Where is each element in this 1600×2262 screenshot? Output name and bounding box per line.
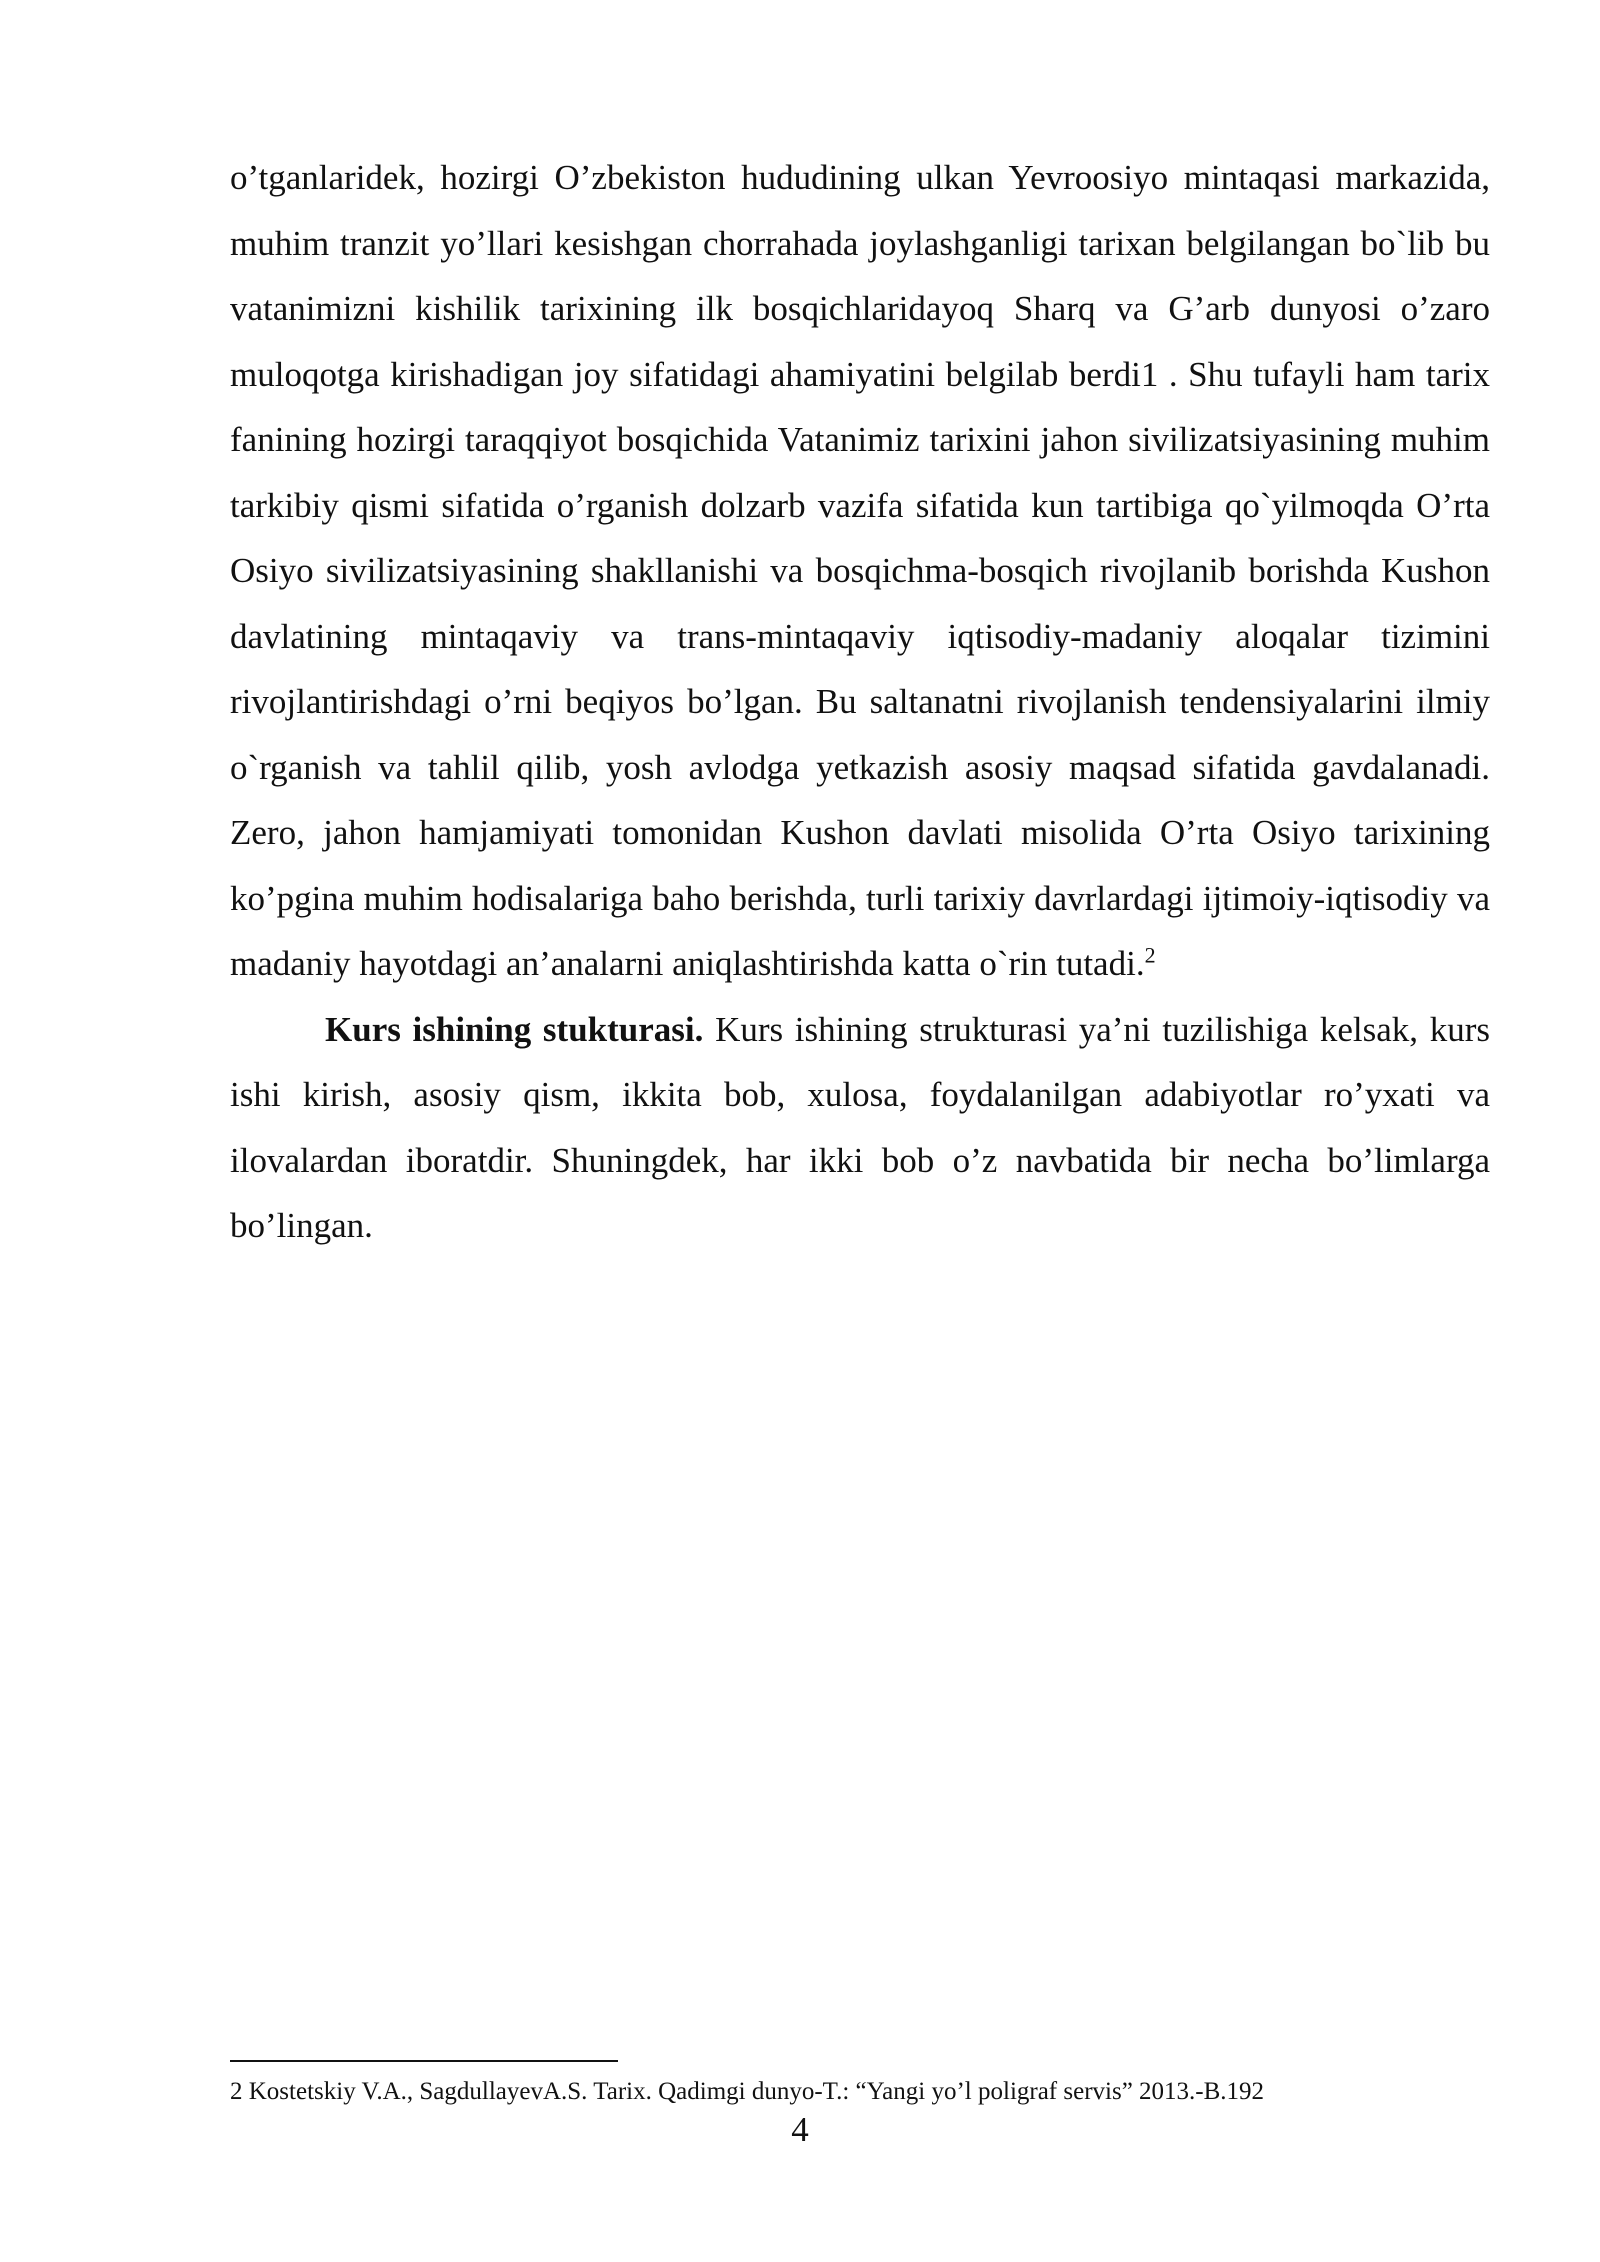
footnote-reference: 2 <box>1144 942 1156 968</box>
footnote-divider <box>230 2060 618 2062</box>
body-text <box>230 145 1490 1259</box>
paragraph-1 <box>230 145 1490 997</box>
footnote: 2 Kostetskiy V.A., SagdullayevA.S. Tarix. Qadimgi dunyo-T.: “Yangi yo’l poligraf servis” 2013.-B.192 <box>230 2078 1265 2105</box>
paragraph-1-text: o’tganlaridek, hozirgi O’zbekiston hududining ulkan Yevroosiyo mintaqasi markazida, muhim tranzit yo’llari kesishgan chorrahada joylashganligi tarixan belgilangan bo`lib bu vatanimizni kishilik tarixining ilk bosqichlaridayoq Sharq va G’arb dunyosi o’zaro muloqotga kirishadigan joy sifatidagi ahamiyatini belgilab berdi1 . Shu tufayli ham tarix fanining hozirgi taraqqiyot bosqichida Vatanimiz tarixini jahon sivilizatsiyasining muhim tarkibiy qismi sifatida o’rganish dolzarb vazifa sifatida kun tartibiga qo`yilmoqda O’rta Osiyo sivilizatsiyasining shakllanishi va bosqichma-bosqich rivojlanib borishda Kushon davlatining mintaqaviy va trans-mintaqaviy iqtisodiy-madaniy aloqalar tizimini rivojlantirishdagi o’rni beqiyos bo’lgan. Bu saltanatni rivojlanish tendensiyalarini ilmiy o`rganish va tahlil qilib, yosh avlodga yetkazish asosiy maqsad sifatida gavdalanadi. Zero, jahon hamjamiyati tomonidan Kushon davlati misolida O’rta Osiyo tarixining ko’pgina muhim hodisalariga baho berishda, turli tarixiy davrlardagi ijtimoiy-iqtisodiy va madaniy hayotdagi an’analarni aniqlashtirishda katta o`rin tutadi. <box>230 158 1490 983</box>
section-heading: Kurs ishining stukturasi. <box>325 1009 704 1049</box>
paragraph-2-text: Kurs ishining strukturasi ya’ni tuzilishiga kelsak, kurs ishi kirish, asosiy qism, ikkita bob, xulosa, foydalanilgan adabiyotlar ro’yxati va ilovalardan iboratdir. Shuningdek, har ikki bob o’z navbatida bir necha bo’limlarga bo’lingan. <box>230 1009 1490 1245</box>
paragraph-2 <box>230 997 1490 1259</box>
page-number: 4 <box>791 2110 809 2149</box>
